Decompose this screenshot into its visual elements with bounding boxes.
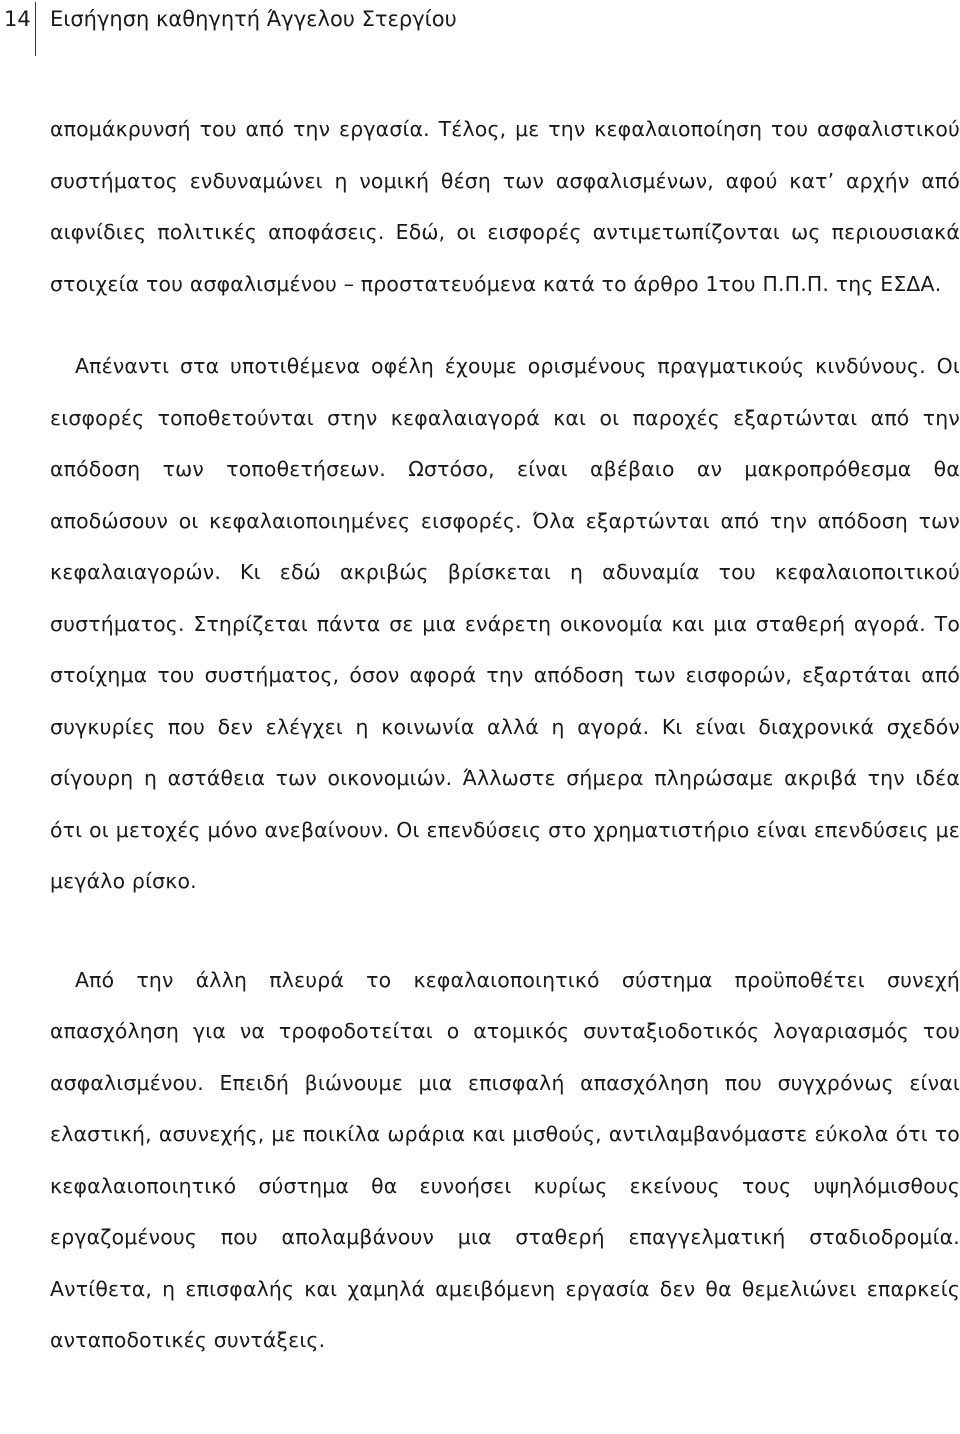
page-number: 14: [4, 7, 31, 31]
paragraph-2: Απέναντι στα υποτιθέμενα οφέλη έχουμε ορισμένους πραγματικούς κινδύνους. Οι εισφορές τοποθετούνται στην κεφαλαιαγορά και οι παροχές εξαρτώνται από την απόδοση των τοποθετήσεων. Ωστόσο, είναι αβέβαιο αν μακροπρόθεσμα θα αποδώσουν οι κεφαλαιοποιημένες εισφορές. Όλα εξαρτώνται από την απόδοση των κεφαλαιαγορών. Κι εδώ ακριβώς βρίσκεται η αδυναμία του κεφαλαιοποιτικού συστήματος. Στηρίζεται πάντα σε μια ενάρετη οικονομία και μια σταθερή αγορά. Το στοίχημα του συστήματος, όσον αφορά την απόδοση των εισφορών, εξαρτάται από συγκυρίες που δεν ελέγχει η κοινωνία αλλά η αγορά. Κι είναι διαχρονικά σχεδόν σίγουρη η αστάθεια των οικονομιών. Άλλωστε σήμερα πληρώσαμε ακριβά την ιδέα ότι οι μετοχές μόνο ανεβαίνουν. Οι επενδύσεις στο χρηματιστήριο είναι επενδύσεις με μεγάλο ρίσκο.: [50, 354, 960, 893]
paragraph-3: Από την άλλη πλευρά το κεφαλαιοποιητικό σύστημα προϋποθέτει συνεχή απασχόληση για να τροφοδοτείται ο ατομικός συνταξιοδοτικός λογαριασμός του ασφαλισμένου. Επειδή βιώνουμε μια επισφαλή απασχόληση που συγχρόνως είναι ελαστική, ασυνεχής, με ποικίλα ωράρια και μισθούς, αντιλαμβανόμαστε εύκολα ότι το κεφαλαιοποιητικό σύστημα θα ευνοήσει κυρίως εκείνους τους υψηλόμισθους εργαζομένους που απολαμβάνουν μια σταθερή επαγγελματική σταδιοδρομία. Αντίθετα, η επισφαλής και χαμηλά αμειβόμενη εργασία δεν θα θεμελιώνει επαρκείς ανταποδοτικές συντάξεις.: [50, 967, 960, 1352]
paragraph-1: απομάκρυνσή του από την εργασία. Τέλος, με την κεφαλαιοποίηση του ασφαλιστικού συστήματος ενδυναμώνει η νομική θέση των ασφαλισμένων, αφού κατ’ αρχήν από αιφνίδιες πολιτικές αποφάσεις. Εδώ, οι εισφορές αντιμετωπίζονται ως περιουσιακά στοιχεία του ασφαλισμένου – προστατευόμενα κατά το άρθρο 1του Π.Π.Π. της ΕΣΔΑ.: [50, 117, 960, 296]
body-text: [50, 104, 960, 1367]
page-header: [0, 0, 960, 60]
running-title: Εισήγηση καθηγητή Άγγελου Στεργίου: [50, 7, 457, 31]
header-divider: [35, 2, 36, 56]
